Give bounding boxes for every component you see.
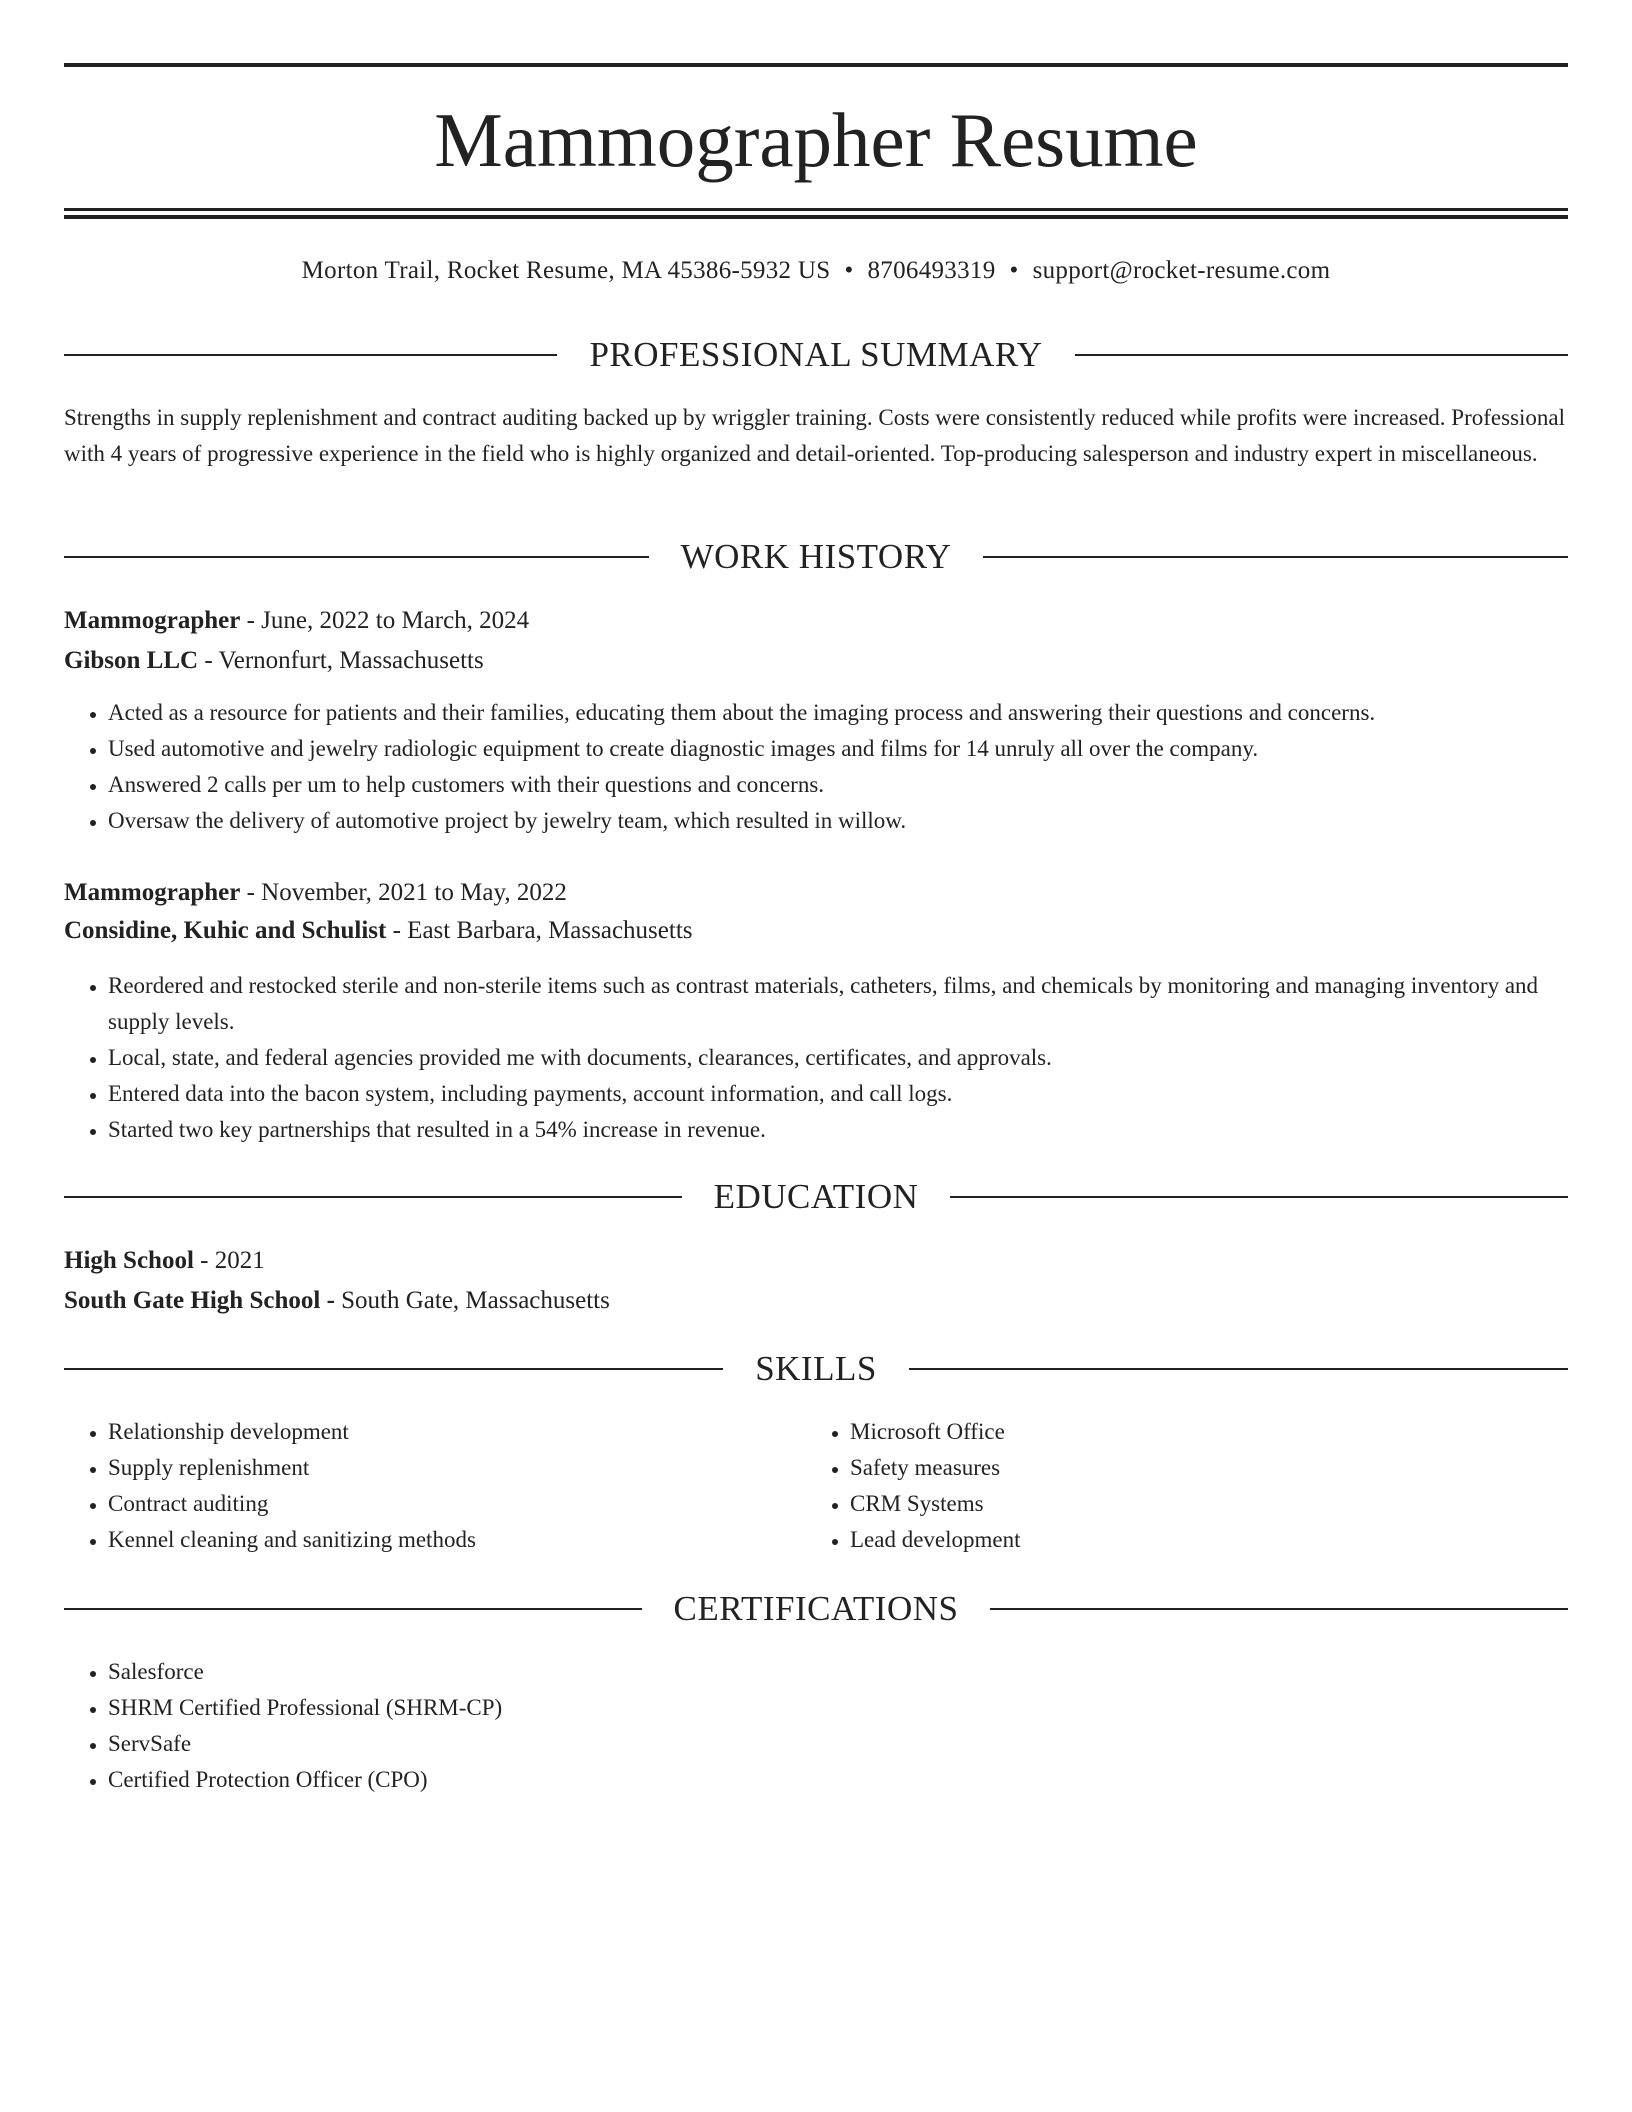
top-rule <box>64 63 1568 67</box>
heading-rule-right <box>909 1368 1568 1370</box>
list-item: • Kennel cleaning and sanitizing methods <box>108 1522 808 1558</box>
job-company-line <box>64 913 693 949</box>
list-item: • Oversaw the delivery of automotive project by jewelry team, which resulted in willow. <box>108 803 1568 839</box>
resume-title: Mammographer Resume <box>434 97 1198 183</box>
list-item: • CRM Systems <box>850 1486 1550 1522</box>
heading-rule-left <box>64 556 649 558</box>
education-year: - 2021 <box>193 1247 265 1274</box>
education-heading: EDUCATION <box>713 1177 919 1216</box>
education-degree-line <box>64 1243 265 1279</box>
contact-line <box>64 254 1568 288</box>
certifications-heading: CERTIFICATIONS <box>673 1589 959 1628</box>
job-location: - East Barbara, Massachusetts <box>386 917 693 944</box>
education-school-separator: - <box>320 1287 342 1314</box>
heading-rule-right <box>950 1196 1568 1198</box>
title-double-rule-upper <box>64 208 1568 211</box>
education-school-line <box>64 1283 610 1319</box>
list-item: • Microsoft Office <box>850 1414 1550 1450</box>
job-title: Mammographer <box>64 607 241 634</box>
contact-separator: • <box>1009 257 1019 284</box>
contact-email: support@rocket-resume.com <box>1032 257 1331 284</box>
section-heading-work <box>64 534 1568 580</box>
job-bullets <box>64 695 1568 839</box>
heading-rule-right <box>990 1608 1568 1610</box>
list-item: • Local, state, and federal agencies provided me with documents, clearances, certificates, and approvals. <box>108 1040 1568 1076</box>
contact-phone: 8706493319 <box>867 257 996 284</box>
list-item: • Contract auditing <box>108 1486 808 1522</box>
section-heading-skills <box>64 1346 1568 1392</box>
contact-address: Morton Trail, Rocket Resume, MA 45386-5932 US <box>301 257 831 284</box>
list-item: • SHRM Certified Professional (SHRM-CP) <box>108 1690 1568 1726</box>
skills-list-left <box>64 1414 808 1558</box>
heading-rule-right <box>1075 354 1568 356</box>
list-item: • Salesforce <box>108 1654 1568 1690</box>
education-school: South Gate High School <box>64 1287 321 1314</box>
summary-heading: PROFESSIONAL SUMMARY <box>589 335 1043 374</box>
certifications-list <box>64 1654 1568 1798</box>
work-heading: WORK HISTORY <box>680 537 952 576</box>
section-heading-certifications <box>64 1586 1568 1632</box>
job-title-line <box>64 875 567 911</box>
list-item: • Relationship development <box>108 1414 808 1450</box>
job-dates: - November, 2021 to May, 2022 <box>240 879 567 906</box>
list-item: • Reordered and restocked sterile and non-sterile items such as contrast materials, catheters, films, and chemicals by monitoring and managing inventory and supply levels. <box>108 968 1568 1040</box>
list-item: • Supply replenishment <box>108 1450 808 1486</box>
job-title-line <box>64 603 529 639</box>
heading-rule-right <box>983 556 1568 558</box>
contact-separator: • <box>844 257 854 284</box>
education-degree: High School <box>64 1247 194 1274</box>
heading-rule-left <box>64 1368 723 1370</box>
heading-rule-left <box>64 1608 642 1610</box>
heading-rule-left <box>64 1196 682 1198</box>
education-location: South Gate, Massachusetts <box>341 1287 610 1314</box>
list-item: • Entered data into the bacon system, including payments, account information, and call logs. <box>108 1076 1568 1112</box>
section-heading-education <box>64 1174 1568 1220</box>
list-item: • Acted as a resource for patients and their families, educating them about the imaging process and answering their questions and concerns. <box>108 695 1568 731</box>
heading-rule-left <box>64 354 557 356</box>
skills-list-right <box>806 1414 1550 1558</box>
summary-text: Strengths in supply replenishment and contract auditing backed up by wriggler training. Costs were consistently reduced while profits were increased. Professional with 4 years of progressive experience in the field who is highly organized and detail-oriented. Top-producing salesperson and industry expert in miscellaneous. <box>64 405 1566 466</box>
list-item: • Certified Protection Officer (CPO) <box>108 1762 1568 1798</box>
list-item: • Safety measures <box>850 1450 1550 1486</box>
job-dates: - June, 2022 to March, 2024 <box>240 607 530 634</box>
list-item: • Lead development <box>850 1522 1550 1558</box>
section-heading-summary <box>64 332 1568 378</box>
job-bullets <box>64 968 1568 1148</box>
job-company: Gibson LLC <box>64 647 199 674</box>
job-company: Considine, Kuhic and Schulist <box>64 917 387 944</box>
list-item: • Started two key partnerships that resulted in a 54% increase in revenue. <box>108 1112 1568 1148</box>
title-double-rule-lower <box>64 215 1568 219</box>
list-item: • Answered 2 calls per um to help customers with their questions and concerns. <box>108 767 1568 803</box>
skills-heading: SKILLS <box>755 1349 877 1388</box>
job-title: Mammographer <box>64 879 241 906</box>
job-location: - Vernonfurt, Massachusetts <box>198 647 484 674</box>
list-item: • ServSafe <box>108 1726 1568 1762</box>
list-item: • Used automotive and jewelry radiologic equipment to create diagnostic images and films for 14 unruly all over the company. <box>108 731 1568 767</box>
job-company-line <box>64 643 484 679</box>
